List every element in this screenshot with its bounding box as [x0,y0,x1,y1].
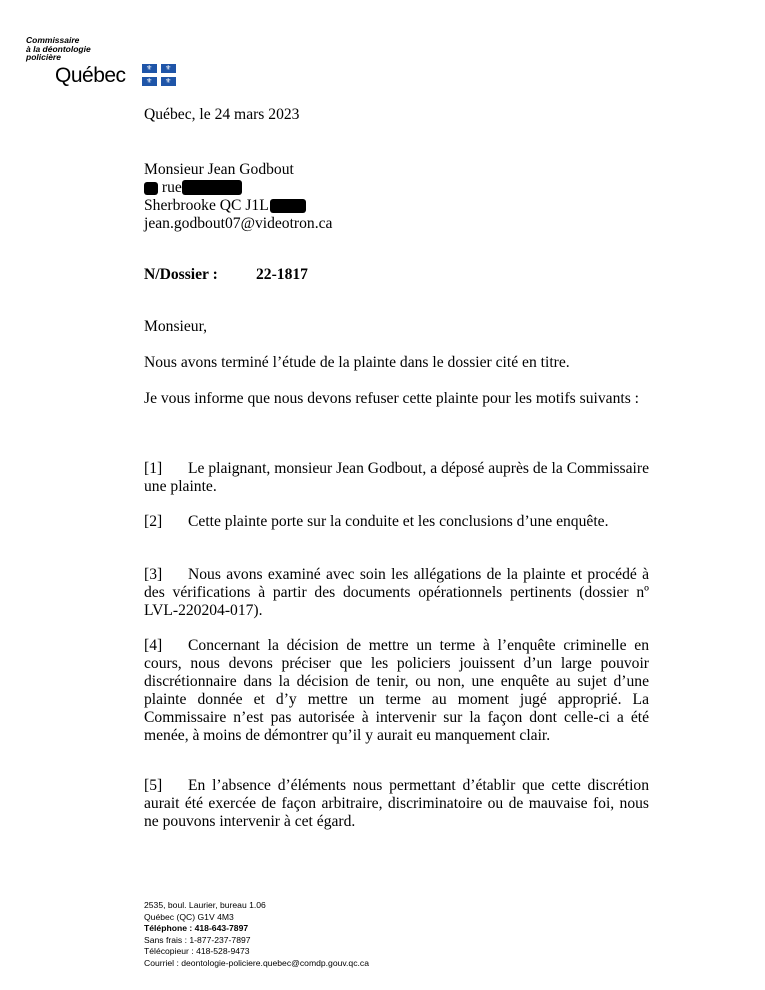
recipient-address [144,161,649,233]
numbered-paragraph [144,777,649,831]
footer-address: Québec (QC) G1V 4M3 [144,911,234,922]
quebec-flag-icon: ⚜ ⚜ ⚜ ⚜ [142,64,176,86]
paragraph-number: [3] [144,566,163,583]
file-reference [144,266,649,284]
organization-name-line: policière [26,52,61,62]
letter-date: Québec, le 24 mars 2023 [144,106,300,123]
redaction-mark [182,180,242,195]
recipient-email: jean.godbout07@videotron.ca [144,215,333,232]
paragraph-number: [5] [144,777,163,794]
recipient-city: Sherbrooke QC J1L [144,197,649,215]
footer-fax: Télécopieur : 418-528-9473 [144,946,250,957]
paragraph-number: [1] [144,460,163,477]
recipient-name: Monsieur Jean Godbout [144,161,294,178]
numbered-paragraph [144,637,649,745]
intro-paragraph: Nous avons terminé l’étude de la plainte dans le dossier cité en titre. [144,354,570,371]
paragraph-text: Le plaignant, monsieur Jean Godbout, a déposé auprès de la Commissaire une plainte. [144,460,649,495]
redaction-mark [144,182,158,195]
salutation: Monsieur, [144,318,208,335]
paragraph-number: [2] [144,513,163,530]
quebec-wordmark: Québec [55,64,126,87]
file-number: 22-1817 [256,266,308,283]
organization-name-line: à la déontologie [26,43,91,54]
redaction-mark [270,199,306,213]
footer-phone: Téléphone : 418-643-7897 [144,923,249,934]
numbered-paragraph [144,460,649,496]
numbered-paragraph [144,513,649,531]
organization-logo [26,36,186,92]
footer-email: Courriel : deontologie-policiere.quebec@comdp.gouv.qc.ca [144,957,369,968]
file-label: N/Dossier : [144,266,218,283]
footer-address: 2535, boul. Laurier, bureau 1.06 [144,900,266,910]
paragraph-text: Nous avons examiné avec soin les allégations de la plainte et procédé à des vérifications à partir des documents opérationnels pertinents (dossier nº LVL-220204-017). [144,566,649,619]
recipient-street: rue [144,179,649,197]
paragraph-text: En l’absence d’éléments nous permettant d’établir que cette discrétion aurait été exercée de façon arbitraire, discriminatoire ou de mauvaise foi, nous ne pouvons intervenir à cet égard. [144,777,649,830]
paragraph-number: [4] [144,637,163,654]
footer-contact [144,900,369,970]
intro-paragraph: Je vous informe que nous devons refuser cette plainte pour les motifs suivants : [144,390,639,407]
footer-toll-free: Sans frais : 1-877-237-7897 [144,934,251,945]
organization-name [26,36,186,62]
paragraph-text: Concernant la décision de mettre un terme à l’enquête criminelle en cours, nous devons préciser que les policiers jouissent d’un large pouvoir discrétionnaire dans la décision de tenir, ou non, une enquête au sujet d’une plainte donnée et d’y mettre un terme au moment jugé approprié. La Commissaire n’est pas autorisée à intervenir sur la façon dont celle-ci a été menée, à moins de démontrer qu’il y aurait eu manquement clair. [144,637,649,744]
numbered-paragraph [144,566,649,620]
paragraph-text: Cette plainte porte sur la conduite et les conclusions d’une enquête. [188,513,609,530]
organization-name-line: Commissaire [26,35,80,45]
